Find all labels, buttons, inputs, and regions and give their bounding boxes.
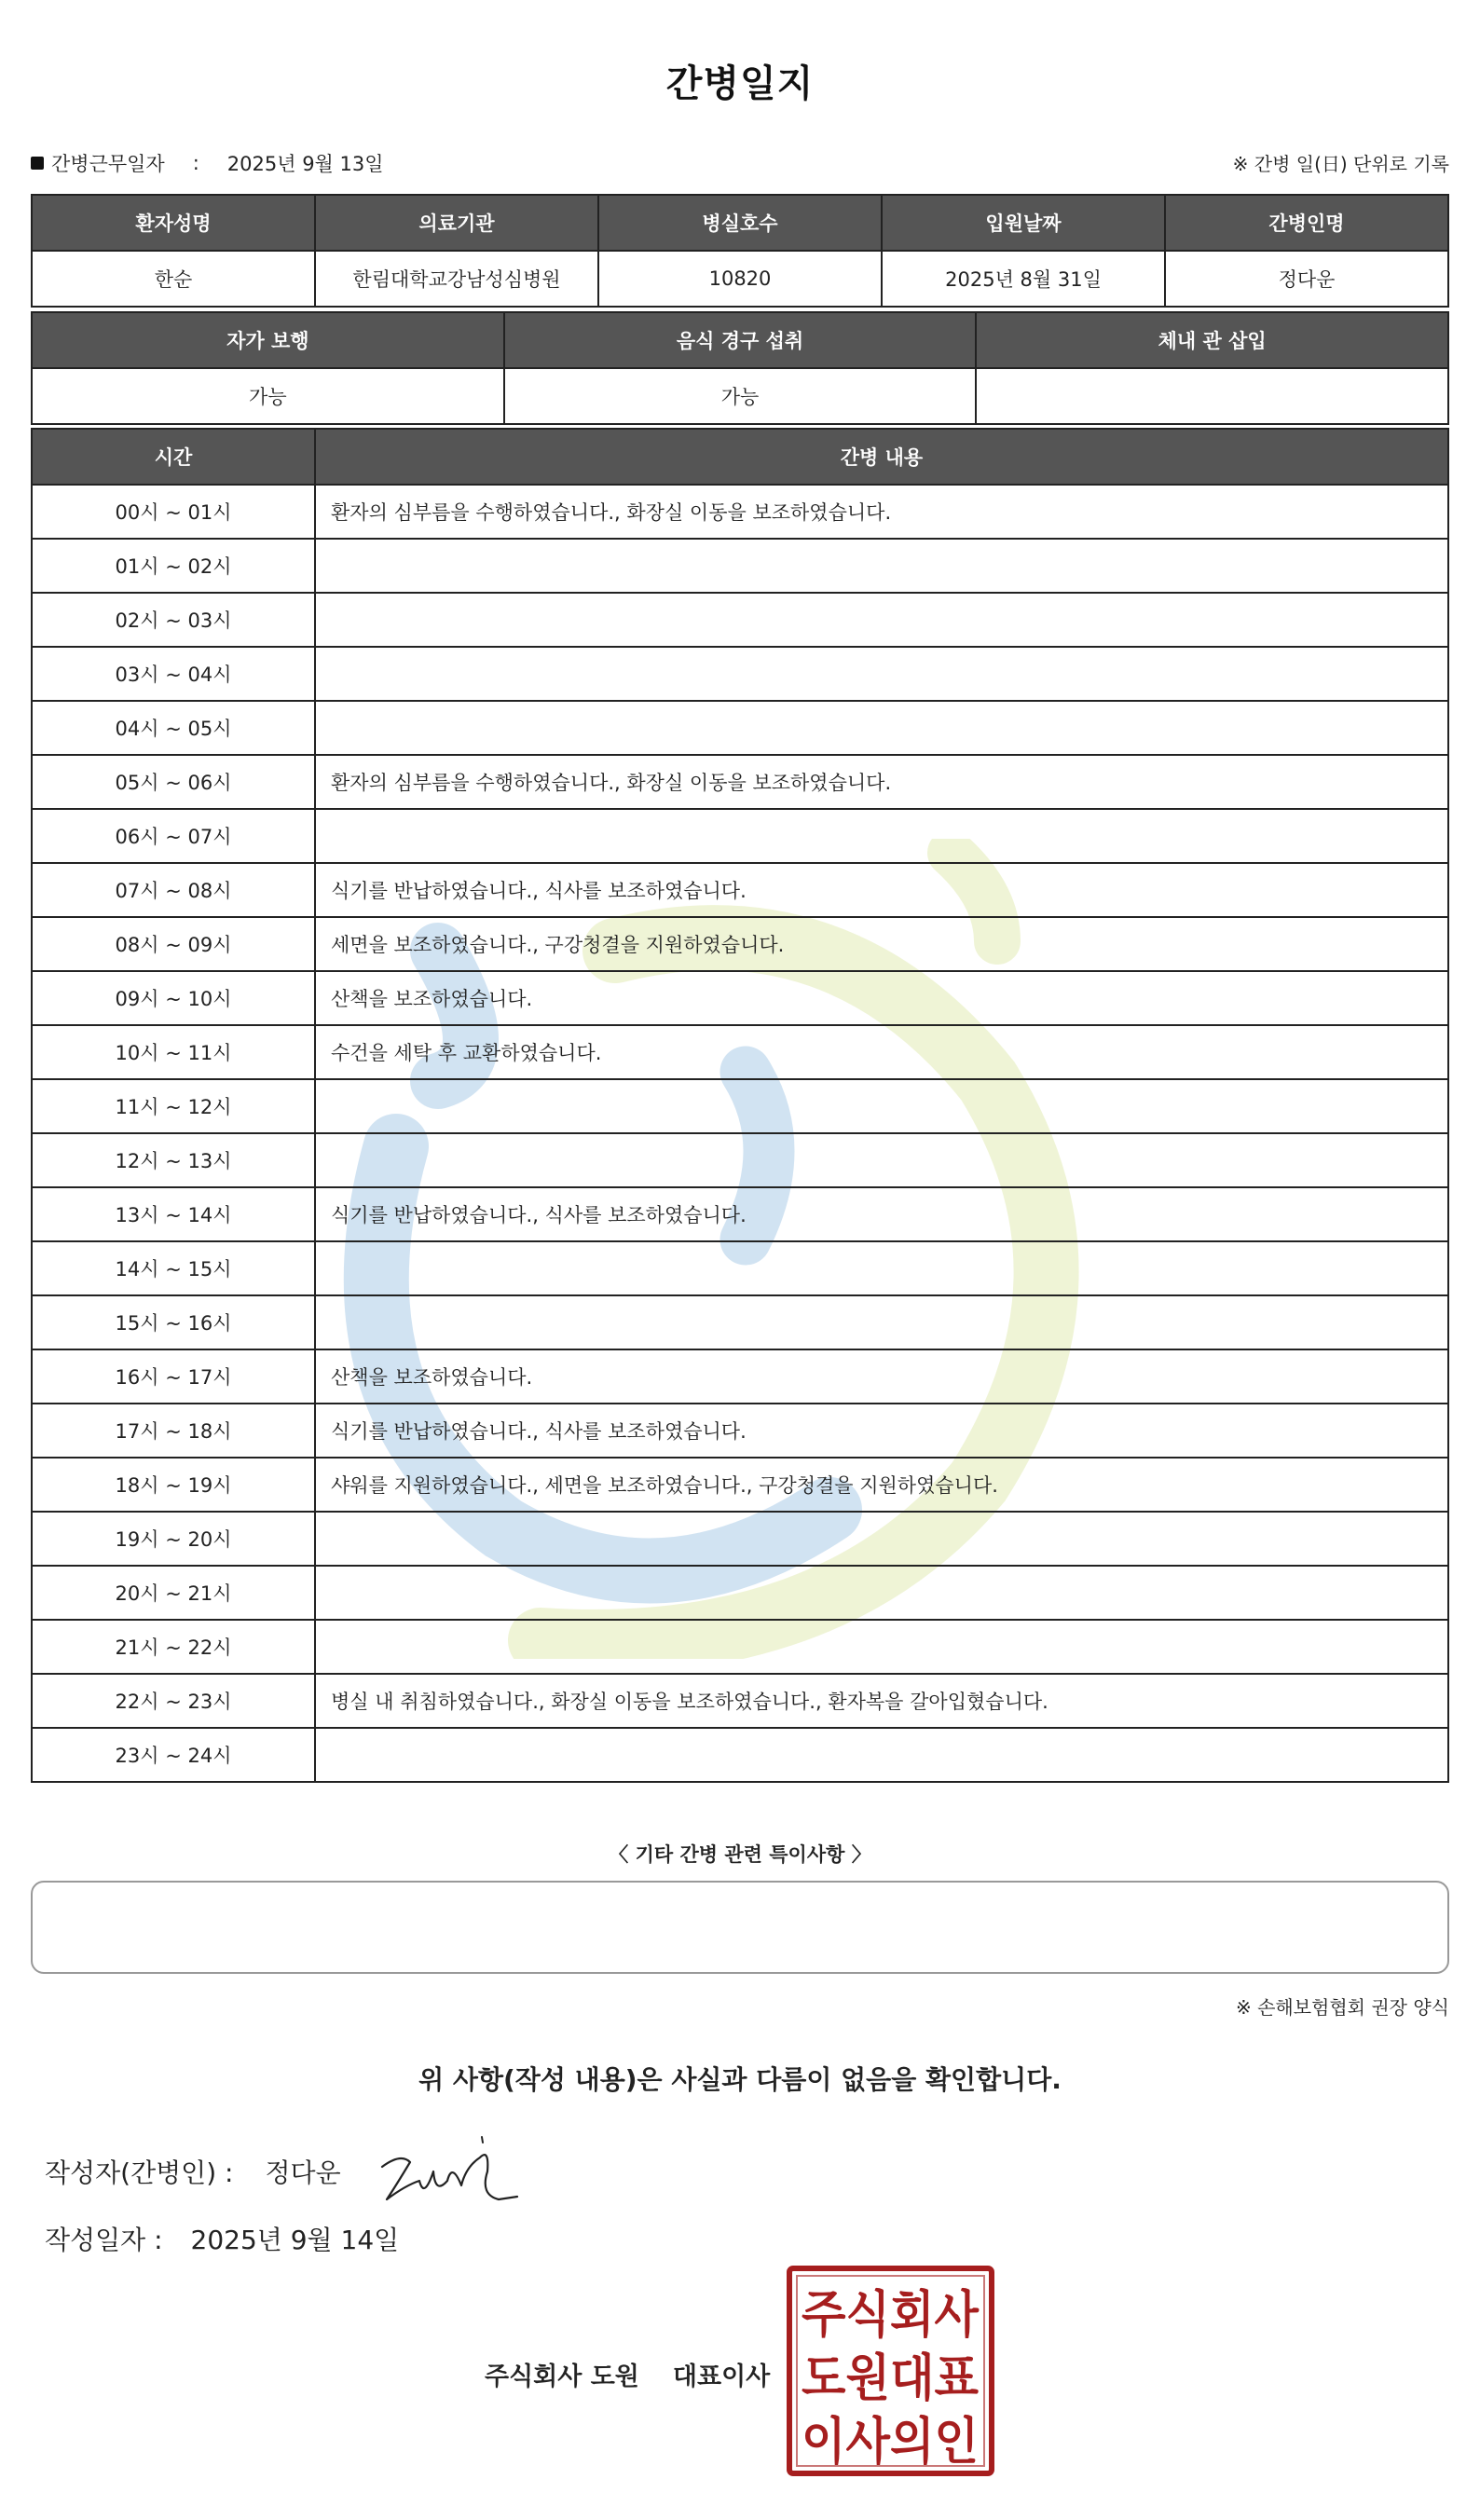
care-log-row [32,809,1448,863]
work-date-label: 간병근무일자 [51,153,165,175]
log-time-cell: 20시 ~ 21시 [32,1566,315,1620]
log-content-cell: 샤워를 지원하였습니다., 세면을 보조하였습니다., 구강청결을 지원하였습니다. [315,1458,1448,1512]
care-log-row [32,1187,1448,1241]
log-time-cell: 21시 ~ 22시 [32,1620,315,1674]
patient-status-table [31,311,1449,425]
care-log-row [32,1025,1448,1079]
log-time-cell: 19시 ~ 20시 [32,1512,315,1566]
care-log-row [32,485,1448,539]
log-content-cell: 수건을 세탁 후 교환하였습니다. [315,1025,1448,1079]
confirmation-statement: 위 사항(작성 내용)은 사실과 다름이 없음을 확인합니다. [418,2064,1062,2095]
log-content-cell [315,809,1448,863]
header-oral-intake: 음식 경구 섭취 [504,312,977,368]
header-tube-insertion: 체내 관 삽입 [976,312,1448,368]
log-time-cell: 16시 ~ 17시 [32,1349,315,1404]
work-date-separator: : [192,152,199,174]
care-log-row [32,1349,1448,1404]
care-log-row [32,863,1448,917]
status-value-row [32,368,1448,424]
care-log-table [31,428,1449,1783]
care-log-row [32,1241,1448,1295]
log-content-cell [315,1566,1448,1620]
log-content-cell: 환자의 심부름을 수행하였습니다., 화장실 이동을 보조하였습니다. [315,755,1448,809]
seal-line-3: 이사의인 [802,2412,979,2471]
header-time: 시간 [32,429,315,485]
log-content-cell: 식기를 반납하였습니다., 식사를 보조하였습니다. [315,1404,1448,1458]
care-log-row [32,1404,1448,1458]
work-date-value: 2025년 9월 13일 [226,153,384,175]
seal-line-2: 도원대표 [802,2349,979,2407]
log-time-cell: 03시 ~ 04시 [32,647,315,701]
written-date-label: 작성일자 : [45,2225,163,2255]
company-line [485,2356,770,2392]
log-content-cell: 산책을 보조하였습니다. [315,971,1448,1025]
care-log-row [32,1674,1448,1728]
room-value: 10820 [598,251,882,307]
patient-info-value-row [32,251,1448,307]
log-time-cell: 17시 ~ 18시 [32,1404,315,1458]
header-hospital: 의료기관 [315,195,598,251]
log-time-cell: 04시 ~ 05시 [32,701,315,755]
log-content-cell: 환자의 심부름을 수행하였습니다., 화장실 이동을 보조하였습니다. [315,485,1448,539]
care-log-row [32,971,1448,1025]
log-content-cell [315,593,1448,647]
company-seal-stamp [786,2265,995,2477]
written-date-line [45,2220,399,2257]
log-time-cell: 10시 ~ 11시 [32,1025,315,1079]
care-log-row [32,1079,1448,1133]
admission-date-value: 2025년 8월 31일 [882,251,1165,307]
notes-box [31,1881,1449,1974]
log-content-cell: 식기를 반납하였습니다., 식사를 보조하였습니다. [315,1187,1448,1241]
care-log-header-row [32,429,1448,485]
caregiver-value: 정다운 [1165,251,1448,307]
log-time-cell: 07시 ~ 08시 [32,863,315,917]
log-content-cell [315,1241,1448,1295]
header-self-walking: 자가 보행 [32,312,504,368]
page-title: 간병일지 [665,62,815,105]
written-date-value: 2025년 9월 14일 [190,2225,400,2255]
recommend-note: ※ 손해보험협회 권장 양식 [1235,1996,1449,2019]
self-walking-value: 가능 [32,368,504,424]
care-log-row [32,1295,1448,1349]
writer-name: 정다운 [265,2157,341,2188]
notes-title: 〈 기타 간병 관련 특이사항 〉 [609,1843,871,1866]
log-time-cell: 23시 ~ 24시 [32,1728,315,1782]
log-time-cell: 01시 ~ 02시 [32,539,315,593]
log-content-cell: 세면을 보조하였습니다., 구강청결을 지원하였습니다. [315,917,1448,971]
log-time-cell: 13시 ~ 14시 [32,1187,315,1241]
care-log-row [32,755,1448,809]
log-time-cell: 02시 ~ 03시 [32,593,315,647]
care-log-row [32,1620,1448,1674]
care-log-row [32,701,1448,755]
care-log-row [32,647,1448,701]
oral-intake-value: 가능 [504,368,977,424]
patient-info-table [31,194,1449,308]
care-log-row [32,1566,1448,1620]
writer-label: 작성자(간병인) : [45,2157,234,2188]
log-time-cell: 08시 ~ 09시 [32,917,315,971]
log-content-cell [315,539,1448,593]
log-time-cell: 14시 ~ 15시 [32,1241,315,1295]
log-content-cell: 산책을 보조하였습니다. [315,1349,1448,1404]
log-content-cell [315,1079,1448,1133]
care-log-row [32,593,1448,647]
care-log-body [32,485,1448,1782]
writer-line [45,2153,341,2190]
record-note: ※ 간병 일(日) 단위로 기록 [1232,153,1449,175]
care-log-row [32,917,1448,971]
patient-info-header-row [32,195,1448,251]
bullet-square-icon [31,157,44,170]
company-name: 주식회사 도원 [485,2362,639,2391]
header-room: 병실호수 [598,195,882,251]
care-log-row [32,1728,1448,1782]
care-log-row [32,1458,1448,1512]
seal-line-1: 주식회사 [802,2285,980,2344]
header-caregiver: 간병인명 [1165,195,1448,251]
representative-title: 대표이사 [672,2362,771,2391]
tube-insertion-value [976,368,1448,424]
log-time-cell: 09시 ~ 10시 [32,971,315,1025]
log-content-cell [315,1728,1448,1782]
log-time-cell: 00시 ~ 01시 [32,485,315,539]
hospital-value: 한림대학교강남성심병원 [315,251,598,307]
log-content-cell [315,701,1448,755]
log-content-cell [315,1133,1448,1187]
log-content-cell [315,1295,1448,1349]
log-content-cell: 식기를 반납하였습니다., 식사를 보조하였습니다. [315,863,1448,917]
log-content-cell [315,1620,1448,1674]
log-time-cell: 06시 ~ 07시 [32,809,315,863]
log-time-cell: 11시 ~ 12시 [32,1079,315,1133]
work-date [31,149,384,177]
care-log-row [32,1512,1448,1566]
header-care-content: 간병 내용 [315,429,1448,485]
handwritten-signature [377,2130,527,2213]
log-content-cell [315,1512,1448,1566]
log-content-cell [315,647,1448,701]
care-log-row [32,539,1448,593]
header-patient-name: 환자성명 [32,195,315,251]
log-time-cell: 15시 ~ 16시 [32,1295,315,1349]
log-time-cell: 05시 ~ 06시 [32,755,315,809]
header-admission-date: 입원날짜 [882,195,1165,251]
log-time-cell: 18시 ~ 19시 [32,1458,315,1512]
status-header-row [32,312,1448,368]
log-time-cell: 12시 ~ 13시 [32,1133,315,1187]
patient-name-value: 한순 [32,251,315,307]
log-time-cell: 22시 ~ 23시 [32,1674,315,1728]
log-content-cell: 병실 내 취침하였습니다., 화장실 이동을 보조하였습니다., 환자복을 갈아입혔습니다. [315,1674,1448,1728]
care-log-row [32,1133,1448,1187]
meta-row [31,149,1449,179]
